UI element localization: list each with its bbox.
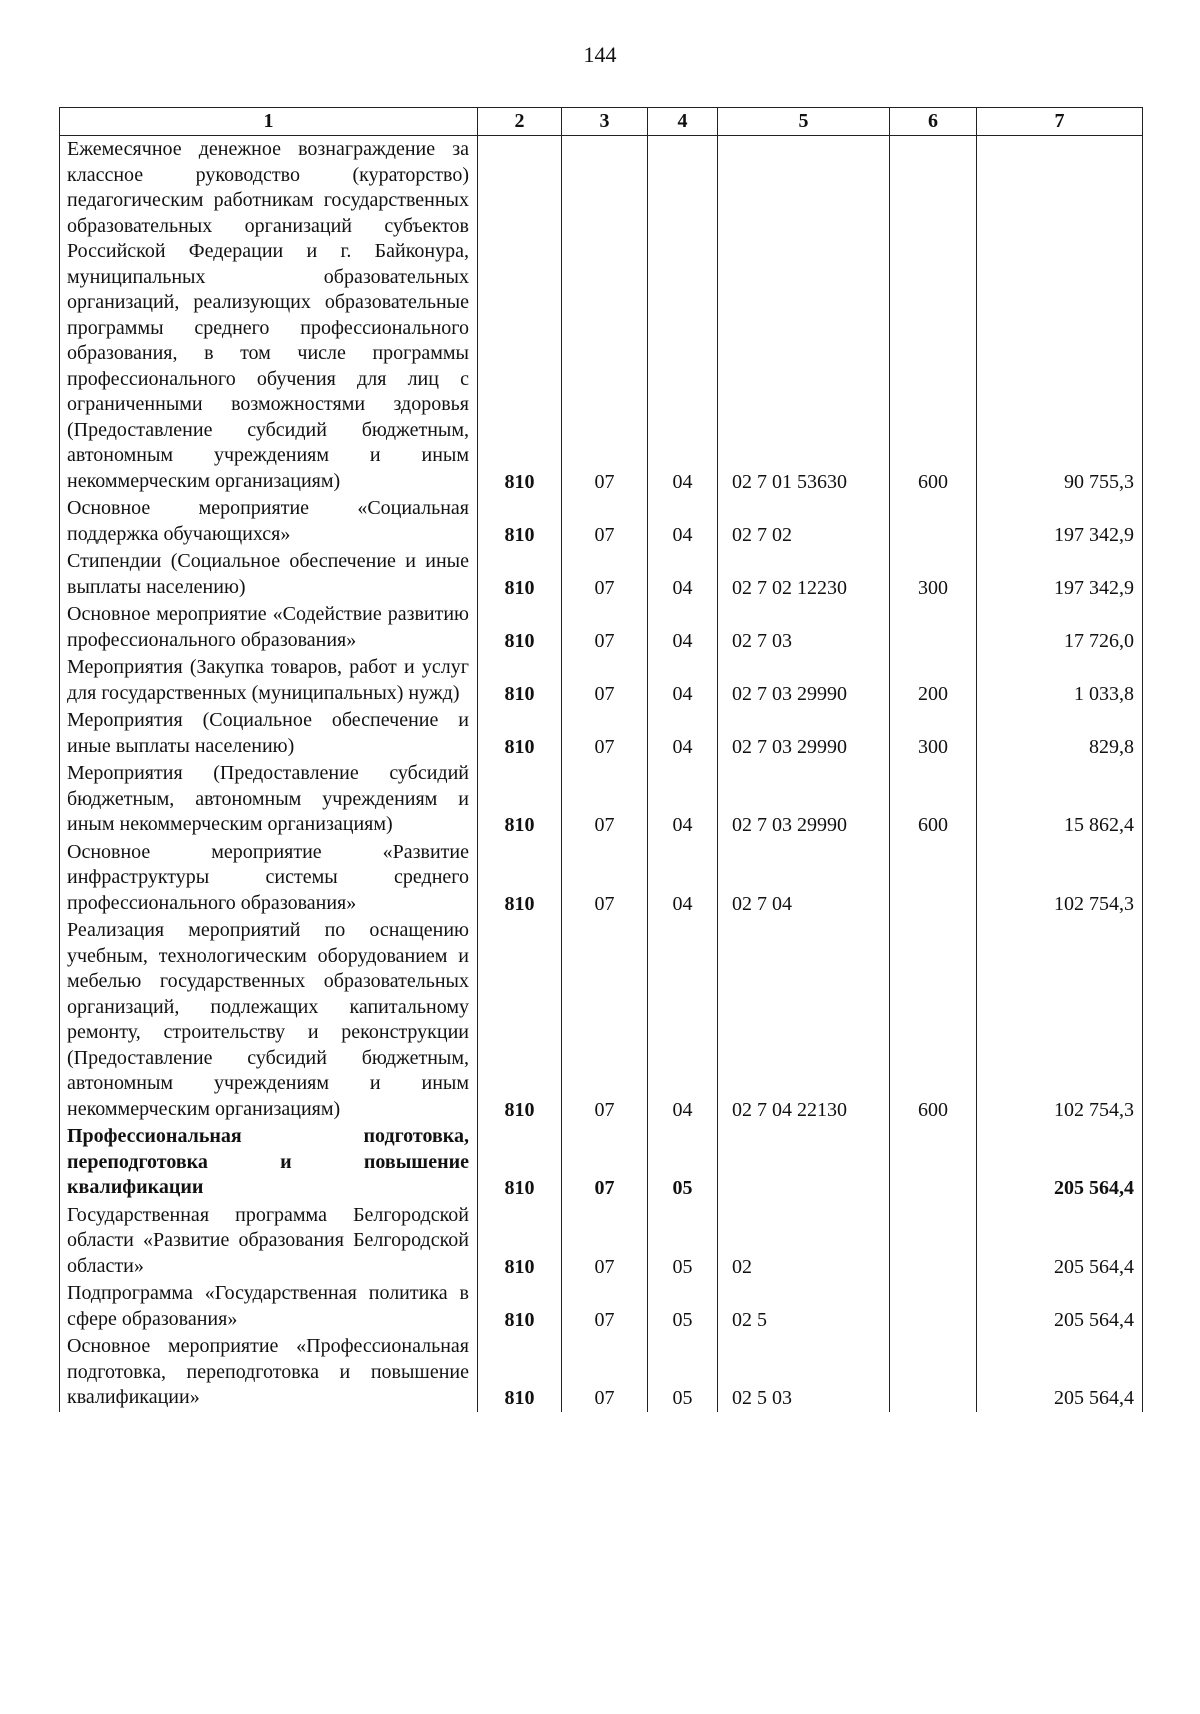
target-article-cell: 02 bbox=[718, 1202, 890, 1281]
admin-code-cell: 810 bbox=[478, 495, 562, 548]
amount-cell: 197 342,9 bbox=[977, 548, 1143, 601]
amount-cell: 90 755,3 bbox=[977, 136, 1143, 496]
table-header bbox=[60, 108, 1143, 136]
target-article-cell: 02 7 04 bbox=[718, 839, 890, 918]
row-name-cell: Государственная программа Белгородской области «Развитие образования Белгородской области» bbox=[60, 1202, 478, 1281]
subsection-cell: 04 bbox=[648, 760, 718, 839]
section-cell: 07 bbox=[562, 1280, 648, 1333]
amount-cell: 1 033,8 bbox=[977, 654, 1143, 707]
target-article-cell: 02 7 03 29990 bbox=[718, 760, 890, 839]
section-cell: 07 bbox=[562, 707, 648, 760]
expense-type-cell: 300 bbox=[890, 548, 977, 601]
row-name-cell: Профессиональная подготовка, переподготовка и повышение квалификации bbox=[60, 1123, 478, 1202]
admin-code-cell: 810 bbox=[478, 136, 562, 496]
target-article-cell: 02 7 03 29990 bbox=[718, 654, 890, 707]
header-col-1: 1 bbox=[60, 108, 478, 136]
admin-code-cell: 810 bbox=[478, 601, 562, 654]
admin-code-cell: 810 bbox=[478, 1123, 562, 1202]
admin-code-cell: 810 bbox=[478, 707, 562, 760]
amount-cell: 205 564,4 bbox=[977, 1280, 1143, 1333]
header-col-3: 3 bbox=[562, 108, 648, 136]
row-name-cell: Мероприятия (Закупка товаров, работ и услуг для государственных (муниципальных) нужд) bbox=[60, 654, 478, 707]
section-cell: 07 bbox=[562, 495, 648, 548]
subsection-cell: 04 bbox=[648, 495, 718, 548]
subsection-cell: 05 bbox=[648, 1333, 718, 1412]
header-row bbox=[60, 108, 1143, 136]
section-cell: 07 bbox=[562, 1123, 648, 1202]
expense-type-cell bbox=[890, 1333, 977, 1412]
amount-cell: 17 726,0 bbox=[977, 601, 1143, 654]
header-col-4: 4 bbox=[648, 108, 718, 136]
target-article-cell: 02 7 04 22130 bbox=[718, 917, 890, 1123]
amount-cell: 102 754,3 bbox=[977, 839, 1143, 918]
target-article-cell: 02 7 03 bbox=[718, 601, 890, 654]
admin-code-cell: 810 bbox=[478, 839, 562, 918]
table-row bbox=[60, 1280, 1143, 1333]
admin-code-cell: 810 bbox=[478, 1333, 562, 1412]
row-name-cell: Подпрограмма «Государственная политика в сфере образования» bbox=[60, 1280, 478, 1333]
admin-code-cell: 810 bbox=[478, 1202, 562, 1281]
row-name-cell: Основное мероприятие «Содействие развитию профессионального образования» bbox=[60, 601, 478, 654]
admin-code-cell: 810 bbox=[478, 760, 562, 839]
table-row bbox=[60, 548, 1143, 601]
amount-cell: 197 342,9 bbox=[977, 495, 1143, 548]
expense-type-cell bbox=[890, 495, 977, 548]
admin-code-cell: 810 bbox=[478, 1280, 562, 1333]
subsection-cell: 04 bbox=[648, 839, 718, 918]
target-article-cell: 02 7 02 bbox=[718, 495, 890, 548]
page-number: 144 bbox=[583, 42, 617, 67]
table-row bbox=[60, 1123, 1143, 1202]
admin-code-cell: 810 bbox=[478, 654, 562, 707]
row-name-cell: Основное мероприятие «Развитие инфраструктуры системы среднего профессионального образования» bbox=[60, 839, 478, 918]
table-row bbox=[60, 839, 1143, 918]
target-article-cell: 02 7 01 53630 bbox=[718, 136, 890, 496]
target-article-cell: 02 7 02 12230 bbox=[718, 548, 890, 601]
target-article-cell: 02 7 03 29990 bbox=[718, 707, 890, 760]
section-cell: 07 bbox=[562, 136, 648, 496]
expense-type-cell bbox=[890, 1202, 977, 1281]
subsection-cell: 04 bbox=[648, 917, 718, 1123]
expense-type-cell bbox=[890, 601, 977, 654]
expense-type-cell: 200 bbox=[890, 654, 977, 707]
table-row bbox=[60, 707, 1143, 760]
header-col-7: 7 bbox=[977, 108, 1143, 136]
amount-cell: 15 862,4 bbox=[977, 760, 1143, 839]
header-col-5: 5 bbox=[718, 108, 890, 136]
table-row bbox=[60, 1202, 1143, 1281]
header-col-2: 2 bbox=[478, 108, 562, 136]
section-cell: 07 bbox=[562, 839, 648, 918]
expense-type-cell: 600 bbox=[890, 917, 977, 1123]
header-col-6: 6 bbox=[890, 108, 977, 136]
amount-cell: 829,8 bbox=[977, 707, 1143, 760]
row-name-cell: Реализация мероприятий по оснащению учебным, технологическим оборудованием и мебелью государственных образовательных организаций, подлежащих капитальному ремонту, строительству и реконструкции (Предоставление субсидий бюджетным, автономным учреждениям и иным некоммерческим организациям) bbox=[60, 917, 478, 1123]
section-cell: 07 bbox=[562, 601, 648, 654]
row-name-cell: Мероприятия (Предоставление субсидий бюджетным, автономным учреждениям и иным некоммерческим организациям) bbox=[60, 760, 478, 839]
row-name-cell: Мероприятия (Социальное обеспечение и иные выплаты населению) bbox=[60, 707, 478, 760]
amount-cell: 205 564,4 bbox=[977, 1202, 1143, 1281]
row-name-cell: Ежемесячное денежное вознаграждение за классное руководство (кураторство) педагогическим работникам государственных образовательных организаций субъектов Российской Федерации и г. Байконура, муниципальных образовательных организаций, реализующих образовательные программы среднего профессионального образования, в том числе программы профессионального обучения для лиц с ограниченными возможностями здоровья (Предоставление субсидий бюджетным, автономным учреждениям и иным некоммерческим организациям) bbox=[60, 136, 478, 496]
subsection-cell: 05 bbox=[648, 1202, 718, 1281]
admin-code-cell: 810 bbox=[478, 917, 562, 1123]
table-row bbox=[60, 601, 1143, 654]
admin-code-cell: 810 bbox=[478, 548, 562, 601]
expense-type-cell: 300 bbox=[890, 707, 977, 760]
row-name-cell: Основное мероприятие «Социальная поддержка обучающихся» bbox=[60, 495, 478, 548]
target-article-cell bbox=[718, 1123, 890, 1202]
amount-cell: 205 564,4 bbox=[977, 1333, 1143, 1412]
subsection-cell: 04 bbox=[648, 548, 718, 601]
table-row bbox=[60, 917, 1143, 1123]
subsection-cell: 04 bbox=[648, 707, 718, 760]
subsection-cell: 04 bbox=[648, 601, 718, 654]
section-cell: 07 bbox=[562, 1333, 648, 1412]
table-row bbox=[60, 760, 1143, 839]
subsection-cell: 04 bbox=[648, 654, 718, 707]
table-row bbox=[60, 654, 1143, 707]
row-name-cell: Основное мероприятие «Профессиональная подготовка, переподготовка и повышение квалификации» bbox=[60, 1333, 478, 1412]
section-cell: 07 bbox=[562, 917, 648, 1123]
subsection-cell: 05 bbox=[648, 1280, 718, 1333]
budget-table bbox=[59, 107, 1143, 1412]
subsection-cell: 04 bbox=[648, 136, 718, 496]
expense-type-cell: 600 bbox=[890, 136, 977, 496]
table-row bbox=[60, 495, 1143, 548]
amount-cell: 102 754,3 bbox=[977, 917, 1143, 1123]
table-row bbox=[60, 136, 1143, 496]
row-name-cell: Стипендии (Социальное обеспечение и иные выплаты населению) bbox=[60, 548, 478, 601]
expense-type-cell bbox=[890, 1280, 977, 1333]
target-article-cell: 02 5 03 bbox=[718, 1333, 890, 1412]
section-cell: 07 bbox=[562, 760, 648, 839]
section-cell: 07 bbox=[562, 1202, 648, 1281]
section-cell: 07 bbox=[562, 548, 648, 601]
table-row bbox=[60, 1333, 1143, 1412]
subsection-cell: 05 bbox=[648, 1123, 718, 1202]
table-body bbox=[60, 136, 1143, 1412]
section-cell: 07 bbox=[562, 654, 648, 707]
amount-cell: 205 564,4 bbox=[977, 1123, 1143, 1202]
target-article-cell: 02 5 bbox=[718, 1280, 890, 1333]
expense-type-cell bbox=[890, 1123, 977, 1202]
expense-type-cell: 600 bbox=[890, 760, 977, 839]
expense-type-cell bbox=[890, 839, 977, 918]
